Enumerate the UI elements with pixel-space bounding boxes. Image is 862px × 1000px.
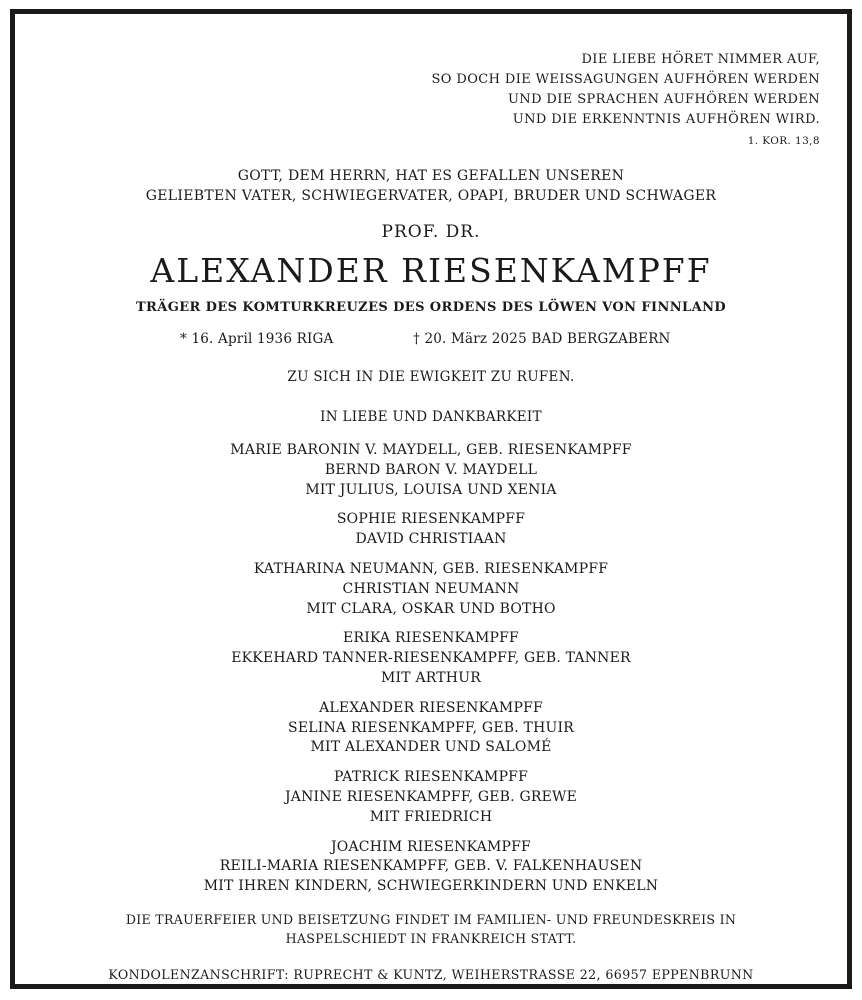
- family-group: [15, 510, 847, 550]
- academic-title: PROF. DR.: [381, 222, 481, 242]
- death-date: † 20. März 2025 BAD BERGZABERN: [413, 331, 671, 347]
- family-member: MIT IHREN KINDERN, SCHWIEGERKINDERN UND ENKELN: [203, 878, 659, 895]
- obituary-content: [15, 14, 847, 984]
- verse-reference: 1. KOR. 13,8: [747, 135, 820, 147]
- family-list: [15, 441, 847, 907]
- family-member: DAVID CHRISTIAAN: [355, 531, 507, 548]
- family-member: MIT ARTHUR: [381, 669, 481, 686]
- family-member: EKKEHARD TANNER-RIESENKAMPFF, GEB. TANNER: [231, 650, 631, 667]
- family-group: [15, 838, 847, 897]
- honor-line: TRÄGER DES KOMTURKREUZES DES ORDENS DES LÖWEN VON FINNLAND: [135, 300, 727, 315]
- family-group: [15, 560, 847, 619]
- family-member: JOACHIM RIESENKAMPFF: [331, 838, 531, 855]
- family-group: [15, 699, 847, 758]
- call-text: ZU SICH IN DIE EWIGKEIT ZU RUFEN.: [287, 369, 575, 385]
- funeral-notice: [15, 910, 847, 948]
- condolence-address: KONDOLENZANSCHRIFT: RUPRECHT & KUNTZ, WEIHERSTRASSE 22, 66957 EPPENBRUNN: [108, 967, 754, 982]
- family-group: [15, 441, 847, 500]
- family-member: MARIE BARONIN V. MAYDELL, GEB. RIESENKAMPFF: [230, 442, 632, 458]
- family-group: [15, 768, 847, 827]
- family-member: REILI-MARIA RIESENKAMPFF, GEB. V. FALKENHAUSEN: [219, 858, 643, 875]
- family-member: MIT JULIUS, LOUISA UND XENIA: [305, 481, 557, 498]
- family-member: MIT FRIEDRICH: [369, 808, 493, 825]
- bible-verse: [432, 50, 821, 150]
- funeral-line: HASPELSCHIEDT IN FRANKREICH STATT.: [285, 931, 577, 946]
- family-member: ALEXANDER RIESENKAMPFF: [319, 699, 543, 716]
- family-member: SELINA RIESENKAMPFF, GEB. THUIR: [288, 719, 574, 736]
- family-member: MIT CLARA, OSKAR UND BOTHO: [306, 600, 556, 617]
- verse-line: UND DIE SPRACHEN AUFHÖREN WERDEN: [507, 92, 820, 107]
- intro-line: GOTT, DEM HERRN, HAT ES GEFALLEN UNSEREN: [237, 168, 625, 184]
- family-member: PATRICK RIESENKAMPFF: [333, 769, 529, 786]
- intro-text: [15, 166, 847, 206]
- deceased-name: ALEXANDER RIESENKAMPFF: [150, 251, 712, 290]
- funeral-line: DIE TRAUERFEIER UND BEISETZUNG FINDET IM FAMILIEN- UND FREUNDESKREIS IN: [125, 912, 737, 927]
- family-member: CHRISTIAN NEUMANN: [342, 580, 520, 597]
- obituary-frame: [10, 9, 852, 989]
- intro-line: GELIEBTEN VATER, SCHWIEGERVATER, OPAPI, BRUDER UND SCHWAGER: [145, 188, 717, 204]
- family-group: [15, 629, 847, 688]
- birth-date: * 16. April 1936 RIGA: [180, 331, 334, 347]
- love-text: IN LIEBE UND DANKBARKEIT: [320, 409, 542, 425]
- family-member: MIT ALEXANDER UND SALOMÉ: [310, 739, 552, 756]
- verse-line: SO DOCH DIE WEISSAGUNGEN AUFHÖREN WERDEN: [431, 72, 820, 87]
- family-member: JANINE RIESENKAMPFF, GEB. GREWE: [284, 788, 578, 805]
- family-member: SOPHIE RIESENKAMPFF: [336, 511, 526, 528]
- verse-line: DIE LIEBE HÖRET NIMMER AUF,: [581, 52, 820, 67]
- family-member: KATHARINA NEUMANN, GEB. RIESENKAMPFF: [253, 560, 609, 577]
- family-member: BERND BARON V. MAYDELL: [324, 461, 538, 478]
- verse-line: UND DIE ERKENNTNIS AUFHÖREN WIRD.: [512, 112, 820, 127]
- family-member: ERIKA RIESENKAMPFF: [343, 630, 519, 647]
